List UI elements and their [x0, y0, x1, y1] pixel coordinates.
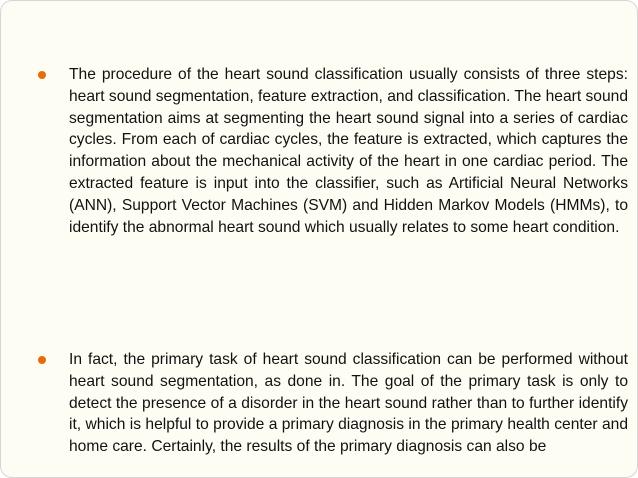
bullet-text: The procedure of the heart sound classification usually consists of three steps: heart sound segmentation, feature extraction, and classification. The heart sound segmentation aims at segmenting the heart sound signal into a series of cardiac cycles. From each of cardiac cycles, the feature is extracted, which captures the information about the mechanical activity of the heart in one cardiac period. The extracted feature is input into the classifier, such as Artificial Neural Networks (ANN), Support Vector Machines (SVM) and Hidden Markov Models (HMMs), to identify the abnormal heart sound which usually relates to some heart condition.	[69, 66, 628, 236]
bullet-item	[38, 64, 628, 238]
bullet-item	[38, 349, 628, 458]
bullet-dot-icon	[38, 71, 46, 79]
bullet-text: In fact, the primary task of heart sound classification can be performed without heart sound segmentation, as done in. The goal of the primary task is only to detect the presence of a disorder in the heart sound rather than to further identify it, which is helpful to provide a primary diagnosis in the primary health center and home care. Certainly, the results of the primary diagnosis can also be	[69, 351, 628, 456]
bullet-dot-icon	[38, 356, 46, 364]
